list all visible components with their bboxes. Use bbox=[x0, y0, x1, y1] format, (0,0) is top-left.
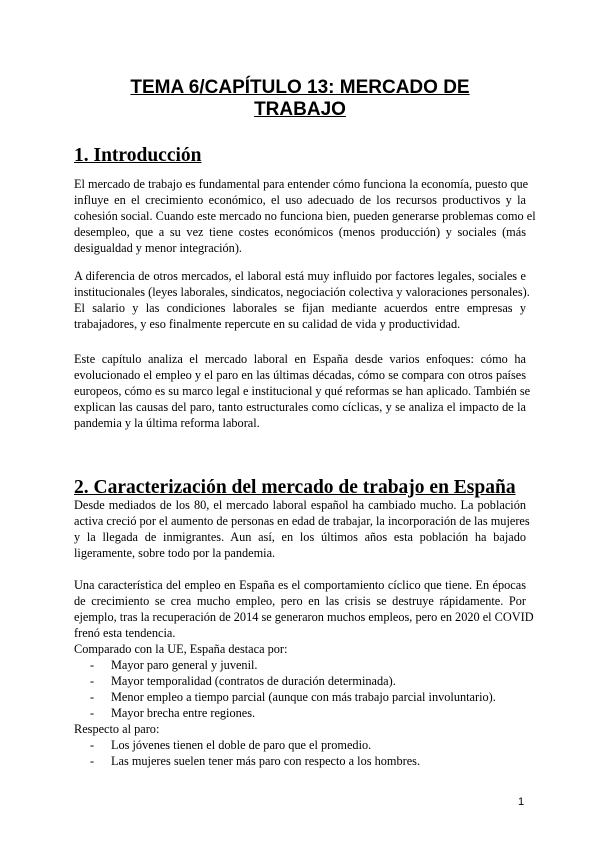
bullet-dash: - bbox=[90, 674, 95, 688]
section-heading-caracterizacion: 2. Caracterización del mercado de trabajo en España bbox=[74, 477, 516, 498]
text-line: activa creció por el aumento de personas en edad de trabajar, la incorporación de las mujeres bbox=[74, 514, 530, 528]
title-line: TRABAJO bbox=[254, 99, 346, 120]
text-line: de crecimiento se crea mucho empleo, pero en las crisis se destruye rápidamente. Por bbox=[74, 594, 526, 608]
bullet-dash: - bbox=[90, 690, 95, 704]
list-item bbox=[74, 737, 526, 753]
page-number: 1 bbox=[518, 796, 525, 808]
paro-intro: Respecto al paro: bbox=[74, 722, 160, 736]
text-line: ejemplo, tras la recuperación de 2014 se generaron muchos empleos, pero en 2020 el COVID bbox=[74, 610, 534, 624]
text-line: A diferencia de otros mercados, el laboral está muy influido por factores legales, sociales e bbox=[74, 269, 526, 283]
list-item bbox=[74, 753, 526, 769]
text-line: influye en el crecimiento económico, el uso adecuado de los recursos productivos y la bbox=[74, 193, 526, 207]
text-line: explican las causas del paro, tanto estructurales como cíclicas, y se analiza el impacto de la bbox=[74, 400, 526, 414]
text-line: Este capítulo analiza el mercado laboral en España desde varios enfoques: cómo ha bbox=[74, 352, 526, 366]
text-line: europeos, cómo es su marco legal e institucional y qué reformas se han aplicado. También se bbox=[74, 384, 531, 398]
text-line: El mercado de trabajo es fundamental para entender cómo funciona la economía, puesto que bbox=[74, 177, 529, 191]
document-title bbox=[60, 77, 540, 121]
text-line: cohesión social. Cuando este mercado no funciona bien, pueden generarse problemas como el bbox=[74, 209, 536, 223]
paragraph bbox=[74, 268, 530, 332]
text-line: trabajadores, y eso finalmente repercute en su calidad de vida y productividad. bbox=[74, 317, 461, 331]
text-line: evolucionado el empleo y el paro en las últimas décadas, cómo se compara con otros países bbox=[74, 368, 526, 382]
list-item-text: Mayor paro general y juvenil. bbox=[111, 658, 258, 672]
list-item bbox=[74, 689, 526, 705]
list-item-text: Menor empleo a tiempo parcial (aunque con más trabajo parcial involuntario). bbox=[111, 690, 496, 704]
bullet-dash: - bbox=[90, 738, 95, 752]
text-line: El salario y las condiciones laborales se fijan mediante acuerdos entre empresas y bbox=[74, 301, 526, 315]
list-item bbox=[74, 705, 526, 721]
text-line: desempleo, que a su vez tiene costes económicos (menos producción) y sociales (más bbox=[74, 225, 526, 239]
paragraph bbox=[74, 577, 534, 769]
paragraph bbox=[74, 497, 530, 561]
title-line: TEMA 6/CAPÍTULO 13: MERCADO DE bbox=[130, 77, 470, 98]
eu-comparison-intro: Comparado con la UE, España destaca por: bbox=[74, 642, 288, 656]
list-item bbox=[74, 673, 526, 689]
bullet-dash: - bbox=[90, 706, 95, 720]
text-line: pandemia y la última reforma laboral. bbox=[74, 416, 260, 430]
list-item-text: Los jóvenes tienen el doble de paro que el promedio. bbox=[111, 738, 372, 752]
list-item-text: Mayor temporalidad (contratos de duración determinada). bbox=[111, 674, 396, 688]
text-line: frenó esta tendencia. bbox=[74, 626, 176, 640]
text-line: desigualdad y menor integración). bbox=[74, 241, 243, 255]
text-line: y la llegada de inmigrantes. Aun así, en los últimos años esta población ha bajado bbox=[74, 530, 526, 544]
text-line: institucionales (leyes laborales, sindicatos, negociación colectiva y valoraciones personales). bbox=[74, 285, 530, 299]
paragraph bbox=[74, 176, 536, 256]
text-line: Desde mediados de los 80, el mercado laboral español ha cambiado mucho. La población bbox=[74, 498, 526, 512]
list-item bbox=[74, 657, 526, 673]
text-line: Una característica del empleo en España es el comportamiento cíclico que tiene. En épocas bbox=[74, 578, 526, 592]
paragraph bbox=[74, 351, 531, 431]
bullet-dash: - bbox=[90, 754, 95, 768]
bullet-dash: - bbox=[90, 658, 95, 672]
section-heading-introduccion: 1. Introducción bbox=[74, 145, 202, 166]
text-line: ligeramente, sobre todo por la pandemia. bbox=[74, 546, 276, 560]
list-item-text: Mayor brecha entre regiones. bbox=[111, 706, 256, 720]
list-item-text: Las mujeres suelen tener más paro con respecto a los hombres. bbox=[111, 754, 421, 768]
